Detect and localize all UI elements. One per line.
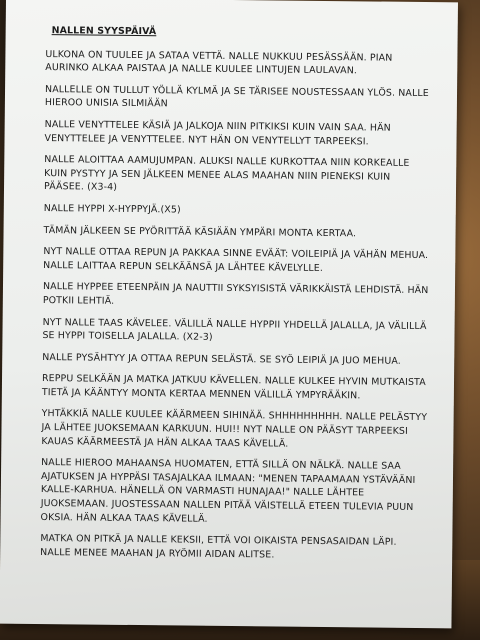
document-title: NALLEN SYYSPÄIVÄ [51,25,157,38]
paragraph-13: NALLE HIEROO MAHAANSA HUOMATEN, ETTÄ SILLÄ ON NÄLKÄ. NALLE SAA AJATUKSEN JA HYPPÄSI TASAJALKAA ILMAAN: "MENEN TAPAAMAAN YSTÄVÄÄNI KALLE-KARHUA. HÄNELLÄ ON VARMASTI HUNAJAA!" NALLE LÄHTEE JUOKSEMAAN. JUOSTESSAAN NALLEN PITÄÄ VÄISTELLÄ ETEEN TULEVIA PUUN OKSIA. HÄN ALKAA TAAS KÄVELLÄ. [40,457,416,525]
paragraph-4: NALLE ALOITTAA AAMUJUMPAN. ALUKSI NALLE KURKOTTAA NIIN KORKEALLE KUIN PYSTYY JA SEN JÄLKEEN MENEE ALAS MAAHAN NIIN PIENEKSI KUIN PÄÄSEE. (X3-4) [43,154,410,194]
paragraph-6: TÄMÄN JÄLKEEN SE PYÖRITTÄÄ KÄSIÄÄN YMPÄRI MONTA KERTAA. [43,224,357,239]
paragraph-1: ULKONA ON TUULEE JA SATAA VETTÄ. NALLE NUKKUU PESÄSSÄÄN. PIAN AURINKO ALKAA PAISTAA JA NALLE KUULEE LINTUJEN LAULAVAN. [45,48,393,77]
document-body [40,24,434,571]
paragraph-5: NALLE HYPPI X-HYPPYJÄ.(X5) [43,202,181,216]
paragraph-3: NALLE VENYTTELEE KÄSIÄ JA JALKOJA NIIN PITKIKSI KUIN VAIN SAA. HÄN VENYTTELEE JA VENYTTELEE. NYT HÄN ON VENYTELLYT TARPEEKSI. [44,119,391,148]
paragraph-8: NALLE HYPPEE ETEENPÄIN JA NAUTTII SYKSYISISTÄ VÄRIKKÄISTÄ LEHDISTÄ. HÄN POTKII LEHTIÄ. [42,281,429,307]
paragraph-2: NALLELLE ON TULLUT YÖLLÄ KYLMÄ JA SE TÄRISEE NOUSTESSAAN YLÖS. NALLE HIEROO UNISIA SILMIÄÄN [44,83,429,110]
paragraph-7: NYT NALLE OTTAA REPUN JA PAKKAA SINNE EVÄÄT: VOILEIPIÄ JA VÄHÄN MEHUA. NALLE LAITTAA REPUN SELKÄÄNSÄ JA LÄHTEE KÄVELYLLE. [43,246,429,274]
paragraph-12: YHTÄKKIÄ NALLE KUULEE KÄÄRMEEN SIHINÄÄ. SHHHHHHHHH. NALLE PELÄSTYY JA LÄHTEE JUOKSEMAAN KARKUUN. HUI!! NYT NALLE ON PÄÄSYT TARPEEKSI KAUAS KÄÄRMEESTÄ JA HÄN ALKAA TAAS KÄVELLÄ. [41,408,428,450]
paragraph-10: NALLE PYSÄHTYY JA OTTAA REPUN SELÄSTÄ. SE SYÖ LEIPIÄ JA JUO MEHUA. [42,351,401,367]
paragraph-11: REPPU SELKÄÄN JA MATKA JATKUU KÄVELLEN. NALLE KULKEE HYVIN MUTKAISTA TIETÄ JA KÄÄNTYY MONTA KERTAA MENNEN VÄLILLÄ YMPYRÄÄKIN. [41,373,426,402]
paragraph-14: MATKA ON PITKÄ JA NALLE KEKSII, ETTÄ VOI OIKAISTA PENSASAIDAN LÄPI. NALLE MENEE MAAHAN JA RYÖMII AIDAN ALITSE. [40,533,397,561]
paragraph-9: NYT NALLE TAAS KÄVELEE. VÄLILLÄ NALLE HYPPII YHDELLÄ JALALLA, JA VÄLILLÄ SE HYPPI TOISELLA JALALLA. (X2-3) [42,316,427,343]
